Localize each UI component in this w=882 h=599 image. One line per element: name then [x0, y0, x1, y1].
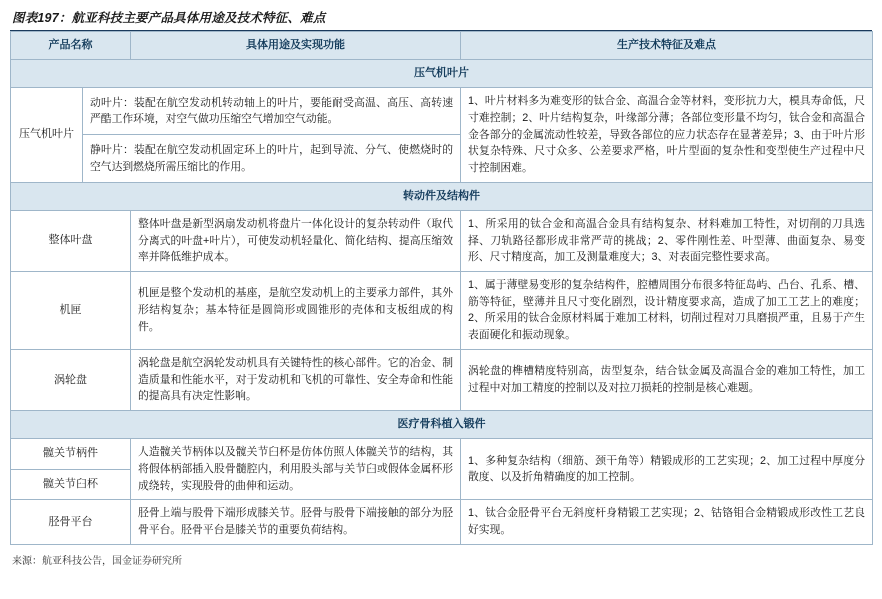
sub-label-static-blade: 静叶片：: [90, 143, 135, 156]
section-title-rotating-structural: 转动件及结构件: [11, 182, 873, 210]
product-tech-hip-implant: 1、多种复杂结构（细筋、颈干角等）精锻成形的工艺实现；2、加工过程中厚度分散度、以及折角精确度的加工控制。: [461, 439, 873, 500]
table-row: [11, 349, 873, 410]
sub-text-static-blade: 装配在航空发动机固定环上的叶片，起到导流、分气、使燃烧时的空气达到燃烧所需压缩比的作用。: [90, 143, 454, 173]
product-use-casing: 机匣是整个发动机的基座，是航空发动机上的主要承力部件，其外形结构复杂；基本特征是圆筒形或圆锥形的壳体和支板组成的构件。: [131, 272, 461, 350]
product-tech-turbine-disk: 涡轮盘的榫槽精度特别高，齿型复杂，结合钛金属及高温合金的难加工特性，加工过程中对加工精度的控制以及对拉刀损耗的控制是核心难题。: [461, 349, 873, 410]
product-name-turbine-disk: 涡轮盘: [11, 349, 131, 410]
source-note: 来源：航亚科技公告，国金证券研究所: [12, 555, 182, 567]
column-header-name: 产品名称: [11, 32, 131, 60]
table-body: [11, 60, 873, 545]
product-name-casing: 机匣: [11, 272, 131, 350]
section-title-compressor-blade: 压气机叶片: [11, 60, 873, 88]
product-use-moving-blade: [83, 88, 461, 135]
table-row: [11, 210, 873, 271]
product-use-tibial-platform: 胫骨上端与股骨下端形成膝关节。胫骨与股骨下端接触的部分为胫骨平台。胫骨平台是膝关节的重要负荷结构。: [131, 500, 461, 544]
product-name-hip-stem: 髋关节柄件: [11, 439, 131, 470]
product-tech-casing: 1、属于薄壁易变形的复杂结构件，腔槽周围分布很多特征岛屿、凸台、孔系、槽、筋等特征，壁薄并且尺寸变化剧烈，设计精度要求高，造成了加工工艺上的难度；2、所采用的钛合金原材料属于难加工材料，切削过程对刀具磨损严重，且易于产生表面硬化和振动现象。: [461, 272, 873, 350]
product-name-blisk: 整体叶盘: [11, 210, 131, 271]
column-header-tech: 生产技术特征及难点: [461, 32, 873, 60]
product-name-tibial-platform: 胫骨平台: [11, 500, 131, 544]
figure-title: 图表197：航亚科技主要产品具体用途及技术特征、难点: [12, 11, 326, 25]
section-header-row: [11, 60, 873, 88]
product-use-static-blade: [83, 135, 461, 182]
product-tech-tibial-platform: 1、钛合金胫骨平台无斜度杆身精锻工艺实现；2、钴铬钼合金精锻成形改性工艺良好实现。: [461, 500, 873, 544]
table-row: [11, 439, 873, 470]
table-row: [11, 500, 873, 544]
section-title-medical-implant: 医疗骨科植入锻件: [11, 411, 873, 439]
product-use-blisk: 整体叶盘是新型涡扇发动机将盘片一体化设计的复杂转动件（取代分离式的叶盘+叶片），可使发动机轻量化、简化结构、提高压缩效率并降低维护成本。: [131, 210, 461, 271]
table-row: [11, 272, 873, 350]
product-name-hip-cup: 髋关节臼杯: [11, 469, 131, 500]
product-use-hip-implant: 人造髋关节柄体以及髋关节臼杯是仿体仿照人体髋关节的结构，其将假体柄部插入股骨髓腔内，利用股头部与关节臼或假体金属杯形成绕转，实现股骨的曲伸和运动。: [131, 439, 461, 500]
table-row: [11, 88, 873, 135]
sub-label-moving-blade: 动叶片：: [90, 96, 135, 109]
table-header: [11, 32, 873, 60]
product-use-turbine-disk: 涡轮盘是航空涡轮发动机具有关键特性的核心部件。它的冶金、制造质量和性能水平，对于发动机和飞机的可靠性、安全寿命和性能的提高具有决定性影响。: [131, 349, 461, 410]
section-header-row: [11, 411, 873, 439]
section-header-row: [11, 182, 873, 210]
product-table: [10, 31, 873, 545]
table-header-row: [11, 32, 873, 60]
product-name-compressor-blade: 压气机叶片: [11, 88, 83, 183]
product-tech-compressor-blade: 1、叶片材料多为难变形的钛合金、高温合金等材料，变形抗力大，模具寿命低，尺寸难控制；2、叶片结构复杂，叶缘部分薄；各部位变形量不均匀，钛合金和高温合金各部分的金属流动性较差，导致各部位的应力状态存在显著差异；3、由于叶片形状复杂特殊、尺寸众多、公差要求严格，叶片型面的复杂性和变型使生产过程中尺寸控制困难。: [461, 88, 873, 183]
sub-text-moving-blade: 装配在航空发动机转动轴上的叶片，要能耐受高温、高压、高转速严酷工作环境，对空气做功压缩空气增加空气动能。: [90, 96, 454, 126]
column-header-use: 具体用途及实现功能: [131, 32, 461, 60]
product-tech-blisk: 1、所采用的钛合金和高温合金具有结构复杂、材料难加工特性，对切削的刀具选择、刀轨路径都形成非常严苛的挑战；2、零件刚性差、叶型薄、曲面复杂、易变形、尺寸精度高，加工及测量难度大；3、对表面完整性要求高。: [461, 210, 873, 271]
